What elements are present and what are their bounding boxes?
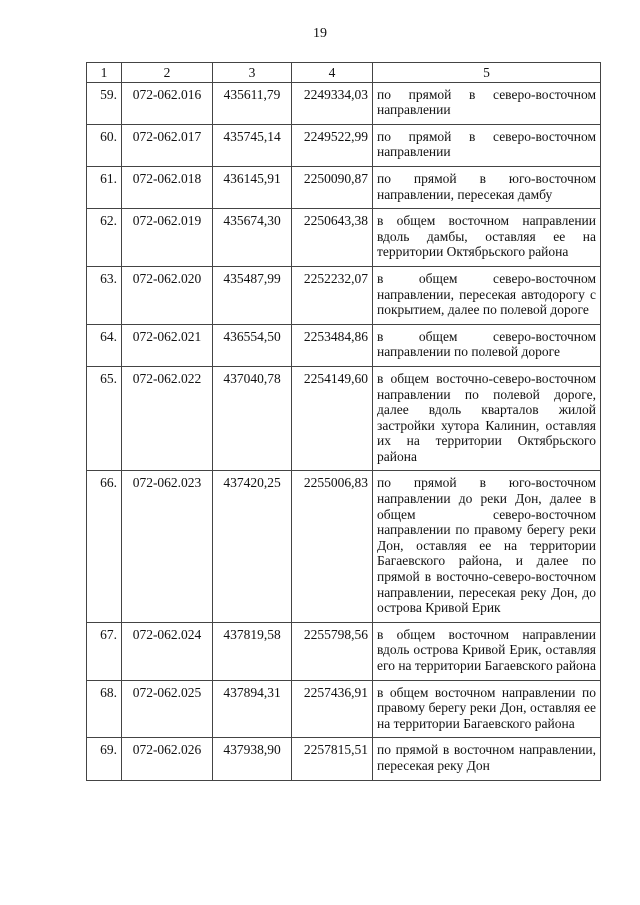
boundary-description: в общем восточно-северо-восточном направлении по полевой дороге, далее вдоль кварталов жилой застройки хутора Калинин, оставляя их на территории Октябрьского района <box>373 366 601 471</box>
table-row <box>87 209 601 267</box>
coord-y: 2254149,60 <box>292 366 373 471</box>
point-code: 072-062.023 <box>122 471 213 622</box>
table-header-row <box>87 63 601 83</box>
coord-x: 437819,58 <box>213 622 292 680</box>
row-number: 69. <box>87 738 122 780</box>
row-number: 63. <box>87 266 122 324</box>
coord-y: 2257436,91 <box>292 680 373 738</box>
boundary-description: в общем северо-восточном направлении по полевой дороге <box>373 324 601 366</box>
boundary-description: по прямой в юго-восточном направлении, пересекая дамбу <box>373 166 601 208</box>
coord-x: 437938,90 <box>213 738 292 780</box>
boundary-description: в общем восточном направлении вдоль острова Кривой Ерик, оставляя его на территории Багаевского района <box>373 622 601 680</box>
point-code: 072-062.024 <box>122 622 213 680</box>
column-header: 1 <box>87 63 122 83</box>
table-row <box>87 82 601 124</box>
column-header: 2 <box>122 63 213 83</box>
coordinates-table <box>86 62 601 781</box>
table-row <box>87 124 601 166</box>
point-code: 072-062.016 <box>122 82 213 124</box>
boundary-description: по прямой в северо-восточном направлении <box>373 82 601 124</box>
coord-x: 437040,78 <box>213 366 292 471</box>
boundary-description: в общем восточном направлении по правому берегу реки Дон, оставляя ее на территории Багаевского района <box>373 680 601 738</box>
coord-y: 2255006,83 <box>292 471 373 622</box>
point-code: 072-062.021 <box>122 324 213 366</box>
boundary-description: в общем восточном направлении вдоль дамбы, оставляя ее на территории Октябрьского района <box>373 209 601 267</box>
coord-x: 435611,79 <box>213 82 292 124</box>
coord-x: 435487,99 <box>213 266 292 324</box>
coord-y: 2252232,07 <box>292 266 373 324</box>
row-number: 62. <box>87 209 122 267</box>
point-code: 072-062.020 <box>122 266 213 324</box>
coord-x: 436145,91 <box>213 166 292 208</box>
coord-y: 2249334,03 <box>292 82 373 124</box>
row-number: 61. <box>87 166 122 208</box>
point-code: 072-062.026 <box>122 738 213 780</box>
row-number: 60. <box>87 124 122 166</box>
table-row <box>87 366 601 471</box>
boundary-description: по прямой в северо-восточном направлении <box>373 124 601 166</box>
boundary-description: по прямой в юго-восточном направлении до реки Дон, далее в общем северо-восточном направлении по правому берегу реки Дон, оставляя ее на территории Багаевского района, и далее по прямой в восточно-северо-восточном направлении, пересекая реку Дон, до острова Кривой Ерик <box>373 471 601 622</box>
coord-y: 2253484,86 <box>292 324 373 366</box>
column-header: 3 <box>213 63 292 83</box>
column-header: 5 <box>373 63 601 83</box>
point-code: 072-062.025 <box>122 680 213 738</box>
row-number: 65. <box>87 366 122 471</box>
coord-x: 435674,30 <box>213 209 292 267</box>
coord-y: 2249522,99 <box>292 124 373 166</box>
table-row <box>87 166 601 208</box>
point-code: 072-062.017 <box>122 124 213 166</box>
page-number: 19 <box>313 26 327 41</box>
point-code: 072-062.019 <box>122 209 213 267</box>
coord-x: 435745,14 <box>213 124 292 166</box>
coord-y: 2255798,56 <box>292 622 373 680</box>
coord-y: 2257815,51 <box>292 738 373 780</box>
point-code: 072-062.022 <box>122 366 213 471</box>
table-row <box>87 680 601 738</box>
coord-x: 437420,25 <box>213 471 292 622</box>
coord-x: 437894,31 <box>213 680 292 738</box>
row-number: 66. <box>87 471 122 622</box>
row-number: 67. <box>87 622 122 680</box>
coord-y: 2250643,38 <box>292 209 373 267</box>
table-row <box>87 266 601 324</box>
boundary-description: в общем северо-восточном направлении, пересекая автодорогу с покрытием, далее по полевой дороге <box>373 266 601 324</box>
coord-x: 436554,50 <box>213 324 292 366</box>
point-code: 072-062.018 <box>122 166 213 208</box>
row-number: 64. <box>87 324 122 366</box>
table-row <box>87 471 601 622</box>
row-number: 59. <box>87 82 122 124</box>
table-row <box>87 738 601 780</box>
boundary-description: по прямой в восточном направлении, пересекая реку Дон <box>373 738 601 780</box>
table-row <box>87 324 601 366</box>
row-number: 68. <box>87 680 122 738</box>
table-row <box>87 622 601 680</box>
column-header: 4 <box>292 63 373 83</box>
coord-y: 2250090,87 <box>292 166 373 208</box>
